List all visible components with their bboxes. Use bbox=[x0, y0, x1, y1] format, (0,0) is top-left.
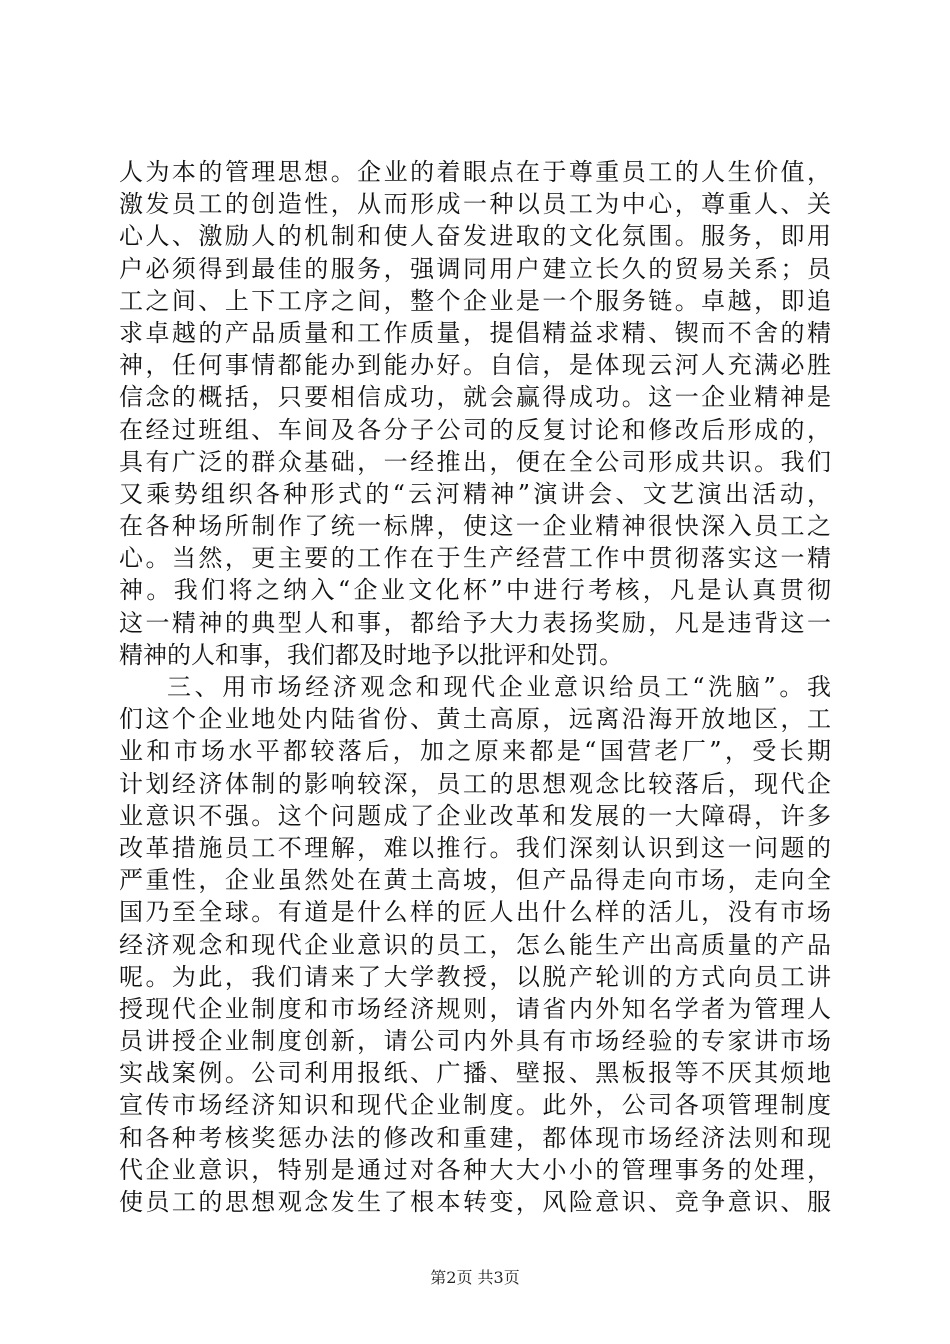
text-line: 改革措施员工不理解，难以推行。我们深刻认识到这一问题的 bbox=[119, 833, 831, 862]
text-line: 人为本的管理思想。企业的着眼点在于尊重员工的人生价值， bbox=[119, 158, 831, 186]
text-line: 实战案例。公司利用报纸、广播、壁报、黑板报等不厌其烦地 bbox=[119, 1059, 831, 1088]
body-text bbox=[119, 156, 831, 1218]
text-line: 业和市场水平都较落后，加之原来都是“国营老厂”，受长期 bbox=[119, 737, 831, 766]
page-footer: 第2页 共3页 bbox=[430, 1268, 520, 1287]
text-line: 神。我们将之纳入“企业文化杯”中进行考核，凡是认真贯彻 bbox=[119, 576, 831, 605]
text-line: 心人、激励人的机制和使人奋发进取的文化氛围。服务，即用 bbox=[119, 222, 831, 251]
text-line: 户必须得到最佳的服务，强调同用户建立长久的贸易关系；员 bbox=[119, 254, 831, 283]
text-line: 呢。为此，我们请来了大学教授，以脱产轮训的方式向员工讲 bbox=[119, 962, 831, 991]
text-line: 在经过班组、车间及各分子公司的反复讨论和修改后形成的， bbox=[119, 415, 831, 444]
text-line: 严重性，企业虽然处在黄土高坡，但产品得走向市场，走向全 bbox=[119, 866, 831, 895]
text-line: 精神的人和事，我们都及时地予以批评和处罚。 bbox=[119, 640, 623, 669]
text-line: 激发员工的创造性，从而形成一种以员工为中心，尊重人、关 bbox=[119, 190, 831, 219]
text-line: 代企业意识，特别是通过对各种大大小小的管理事务的处理， bbox=[119, 1155, 831, 1184]
text-line: 业意识不强。这个问题成了企业改革和发展的一大障碍，许多 bbox=[119, 801, 831, 830]
text-line: 求卓越的产品质量和工作质量，提倡精益求精、锲而不舍的精 bbox=[119, 318, 831, 347]
text-line: 员讲授企业制度创新，请公司内外具有市场经验的专家讲市场 bbox=[119, 1027, 831, 1056]
text-line: 这一精神的典型人和事，都给予大力表扬奖励，凡是违背这一 bbox=[119, 608, 831, 637]
text-line: 计划经济体制的影响较深，员工的思想观念比较落后，现代企 bbox=[119, 769, 831, 798]
text-line: 神，任何事情都能办到能办好。自信，是体现云河人充满必胜 bbox=[119, 351, 831, 380]
paragraph bbox=[119, 156, 831, 671]
paragraph bbox=[119, 671, 831, 1218]
text-line: 工之间、上下工序之间，整个企业是一个服务链。卓越，即追 bbox=[119, 286, 831, 315]
text-line: 心。当然，更主要的工作在于生产经营工作中贯彻落实这一精 bbox=[119, 544, 831, 573]
text-line: 使员工的思想观念发生了根本转变，风险意识、竞争意识、服 bbox=[119, 1188, 831, 1216]
text-line: 授现代企业制度和市场经济规则，请省内外知名学者为管理人 bbox=[119, 994, 831, 1023]
text-line: 国乃至全球。有道是什么样的匠人出什么样的活儿，没有市场 bbox=[119, 898, 831, 927]
text-line: 在各种场所制作了统一标牌，使这一企业精神很快深入员工之 bbox=[119, 512, 831, 541]
text-line: 具有广泛的群众基础，一经推出，便在全公司形成共识。我们 bbox=[119, 447, 831, 476]
text-line: 又乘势组织各种形式的“云河精神”演讲会、文艺演出活动， bbox=[119, 479, 831, 508]
text-line: 信念的概括，只要相信成功，就会赢得成功。这一企业精神是 bbox=[119, 383, 831, 412]
text-line: 三、用市场经济观念和现代企业意识给员工“洗脑”。我 bbox=[167, 673, 831, 701]
text-line: 和各种考核奖惩办法的修改和重建，都体现市场经济法则和现 bbox=[119, 1123, 831, 1152]
text-line: 们这个企业地处内陆省份、黄土高原，远离沿海开放地区，工 bbox=[119, 705, 831, 734]
text-line: 经济观念和现代企业意识的员工，怎么能生产出高质量的产品 bbox=[119, 930, 831, 959]
text-line: 宣传市场经济知识和现代企业制度。此外，公司各项管理制度 bbox=[119, 1091, 831, 1120]
